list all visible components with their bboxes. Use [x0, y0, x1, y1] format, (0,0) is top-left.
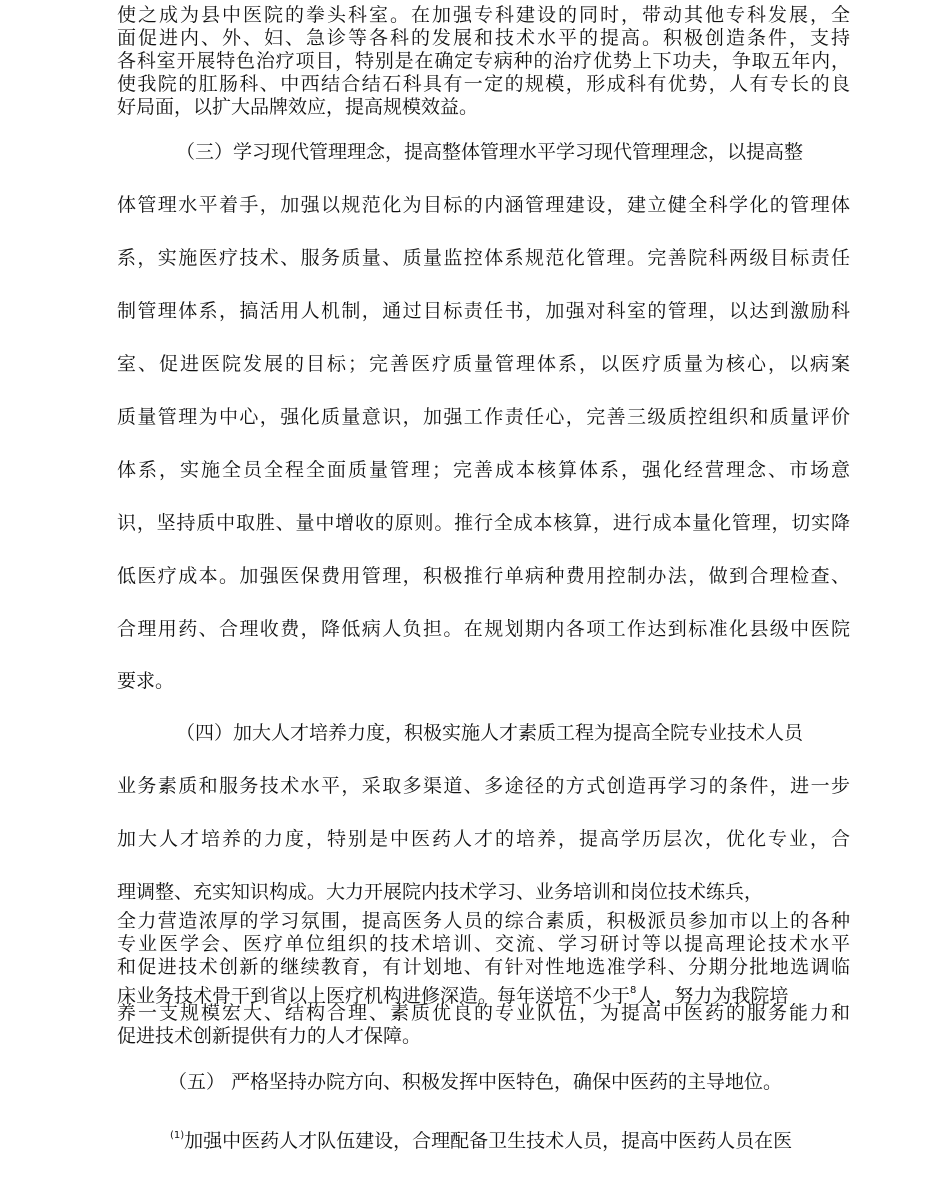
text-segment: 床业务技术骨干到省以上医疗机构进修深造。每年送培不少于 — [117, 985, 631, 1007]
list-item — [170, 1124, 792, 1153]
section-heading-3: （三）学习现代管理理念，提高整体管理水平学习现代管理理念，以提高整 — [176, 141, 804, 163]
text-line: 各科室开展特色治疗项目，特别是在确定专病种的治疗优势上下功夫，争取五年内， — [117, 50, 850, 72]
text-line: 养一支规模宏大、结构合理、素质优良的专业队伍，为提高中医药的服务能力和 — [117, 1002, 850, 1024]
text-segment: 人，努力为我院培 — [636, 985, 789, 1007]
text-line: 室、促进医院发展的目标；完善医疗质量管理体系，以医疗质量为核心，以病案 — [117, 353, 850, 375]
superscript-number: 8 — [630, 985, 637, 996]
text-line: 体管理水平着手，加强以规范化为目标的内涵管理建设，建立健全科学化的管理体 — [117, 194, 850, 216]
text-line: 识，坚持质中取胜、量中增收的原则。推行全成本核算，进行成本量化管理，切实降 — [117, 512, 850, 534]
section-heading-4: （四）加大人才培养力度，积极实施人才素质工程为提高全院专业技术人员 — [176, 722, 804, 744]
text-line: 系，实施医疗技术、服务质量、质量监控体系规范化管理。完善院科两级目标责任 — [117, 247, 850, 269]
text-line: 好局面，以扩大品牌效应，提高规模效益。 — [117, 96, 479, 118]
text-line: 加大人才培养的力度，特别是中医药人才的培养，提高学历层次，优化专业，合 — [117, 828, 850, 850]
text-line: 促进技术创新提供有力的人才保障。 — [117, 1025, 422, 1047]
text-line: 使我院的肛肠科、中西结合结石科具有一定的规模，形成科有优势，人有专长的良 — [117, 73, 850, 95]
list-marker: (1) — [170, 1130, 185, 1141]
section-heading-5: （五） 严格坚持办院方向、积极发挥中医特色，确保中医药的主导地位。 — [168, 1071, 783, 1093]
text-segment: 加强中医药人才队伍建设，合理配备卫生技术人员，提高中医药人员在医 — [184, 1130, 793, 1152]
text-line: 质量管理为中心，强化质量意识，加强工作责任心，完善三级质控组织和质量评价 — [117, 406, 850, 428]
text-line: 和促进技术创新的继续教育，有计划地、有针对性地选准学科、分期分批地选调临 — [117, 956, 850, 978]
text-line: 专业医学会、医疗单位组织的技术培训、交流、学习研讨等以提高理论技术水平 — [117, 933, 850, 955]
text-line: 低医疗成本。加强医保费用管理，积极推行单病种费用控制办法，做到合理检查、 — [117, 565, 850, 587]
text-line: 全力营造浓厚的学习氛围，提高医务人员的综合素质，积极派员参加市以上的各种 — [117, 910, 850, 932]
text-line: 面促进内、外、妇、急诊等各科的发展和技术水平的提高。积极创造条件，支持 — [117, 27, 850, 49]
text-line: 要求。 — [117, 670, 175, 692]
text-line: 体系，实施全员全程全面质量管理；完善成本核算体系，强化经营理念、市场意 — [117, 459, 850, 481]
text-line: 合理用药、合理收费，降低病人负担。在规划期内各项工作达到标准化县级中医院 — [117, 618, 850, 640]
text-line: 理调整、充实知识构成。大力开展院内技术学习、业务培训和岗位技术练兵， — [117, 881, 764, 903]
text-line: 使之成为县中医院的拳头科室。在加强专科建设的同时，带动其他专科发展，全 — [117, 4, 850, 26]
text-line: 制管理体系，搞活用人机制，通过目标责任书，加强对科室的管理，以达到激励科 — [117, 300, 850, 322]
text-line: 业务素质和服务技术水平，采取多渠道、多途径的方式创造再学习的条件，进一步 — [117, 775, 850, 797]
